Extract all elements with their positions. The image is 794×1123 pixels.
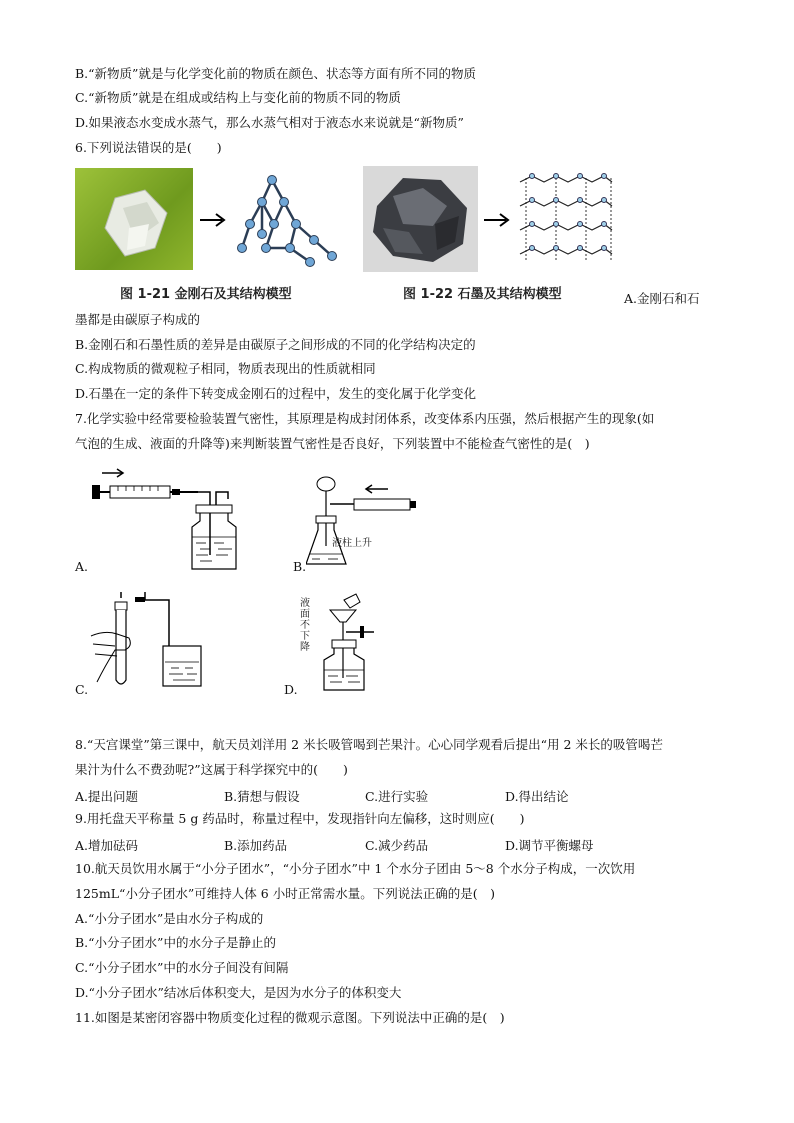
- q6-option-c: C.构成物质的微观粒子相同，物质表现出的性质就相同: [75, 361, 376, 376]
- apparatus-a-syringe-bottle: [88, 465, 248, 575]
- question-9: 9.用托盘天平称量 5 g 药品时，称量过程中，发现指针向左偏移，这时则应( ): [75, 811, 525, 826]
- graphite-photo: [363, 166, 478, 272]
- q7-label-d: D.: [284, 682, 298, 697]
- question-7-line1: 7.化学实验中经常要检验装置气密性，其原理是构成封闭体系，改变体系内压强，然后根据产生的现象(如: [75, 411, 655, 426]
- q6-option-a-start: A.金刚石和石: [624, 291, 700, 306]
- q7-label-c: C.: [75, 682, 89, 697]
- graphite-structure-model: [516, 168, 616, 272]
- question-6: 6.下列说法错误的是( ): [75, 140, 222, 155]
- figure-caption-diamond: 图 1-21 金刚石及其结构模型: [120, 287, 292, 302]
- q5-option-c: C.“新物质”就是在组成或结构上与变化前的物质不同的物质: [75, 90, 401, 105]
- q7-label-b: B.: [293, 559, 307, 574]
- figure-caption-graphite: 图 1-22 石墨及其结构模型: [403, 287, 562, 302]
- q8-option-b: B.猜想与假设: [224, 789, 300, 804]
- q9-option-c: C.减少药品: [365, 838, 429, 853]
- q9-option-d: D.调节平衡螺母: [505, 838, 594, 853]
- q10-option-c: C.“小分子团水”中的水分子间没有间隔: [75, 960, 289, 975]
- apparatus-d-funnel-bottle: [316, 592, 396, 692]
- question-8-line2: 果汁为什么不费劲呢?”这属于科学探究中的( ): [75, 762, 348, 777]
- q8-option-a: A.提出问题: [75, 789, 139, 804]
- annotation-level-not-drop: 液面不下降: [300, 598, 310, 653]
- arrow-icon: [482, 212, 512, 228]
- q6-option-b: B.金刚石和石墨性质的差异是由碳原子之间形成的不同的化学结构决定的: [75, 337, 476, 352]
- question-7-line2: 气泡的生成、液面的升降等)来判断装置气密性是否良好，下列装置中不能检查气密性的是( ): [75, 436, 590, 451]
- arrow-icon: [198, 212, 228, 228]
- diamond-photo: [75, 168, 193, 270]
- q9-option-b: B.添加药品: [224, 838, 288, 853]
- question-11: 11.如图是某密闭容器中物质变化过程的微观示意图。下列说法中正确的是( ): [75, 1010, 505, 1025]
- question-10-line2: 125mL“小分子团水”可维持人体 6 小时正常需水量。下列说法正确的是( ): [75, 886, 495, 901]
- q8-option-d: D.得出结论: [505, 789, 569, 804]
- q7-label-a: A.: [75, 559, 89, 574]
- apparatus-c-hand-test-tube: [85, 592, 210, 692]
- q5-option-b: B.“新物质”就是与化学变化前的物质在颜色、状态等方面有所不同的物质: [75, 66, 476, 81]
- q10-option-d: D.“小分子团水”结冰后体积变大，是因为水分子的体积变大: [75, 985, 402, 1000]
- q5-option-d: D.如果液态水变成水蒸气，那么水蒸气相对于液态水来说就是“新物质”: [75, 115, 464, 130]
- q9-option-a: A.增加砝码: [75, 838, 139, 853]
- question-8-line1: 8.“天宫课堂”第三课中，航天员刘洋用 2 米长吸管喝到芒果汁。心心同学观看后提出“用 2 米长的吸管喝芒: [75, 737, 663, 752]
- annotation-liquid-rises: 液柱上升: [332, 538, 372, 549]
- diamond-structure-model: [232, 172, 347, 272]
- q10-option-b: B.“小分子团水”中的水分子是静止的: [75, 935, 276, 950]
- q6-option-d: D.石墨在一定的条件下转变成金刚石的过程中，发生的变化属于化学变化: [75, 386, 477, 401]
- apparatus-b-flask-syringe: [306, 474, 426, 574]
- q10-option-a: A.“小分子团水”是由水分子构成的: [75, 911, 264, 926]
- question-10-line1: 10.航天员饮用水属于“小分子团水”，“小分子团水”中 1 个水分子团由 5～8 个水分子构成，一次饮用: [75, 861, 636, 876]
- q6-option-a-cont: 墨都是由碳原子构成的: [75, 312, 201, 327]
- q8-option-c: C.进行实验: [365, 789, 429, 804]
